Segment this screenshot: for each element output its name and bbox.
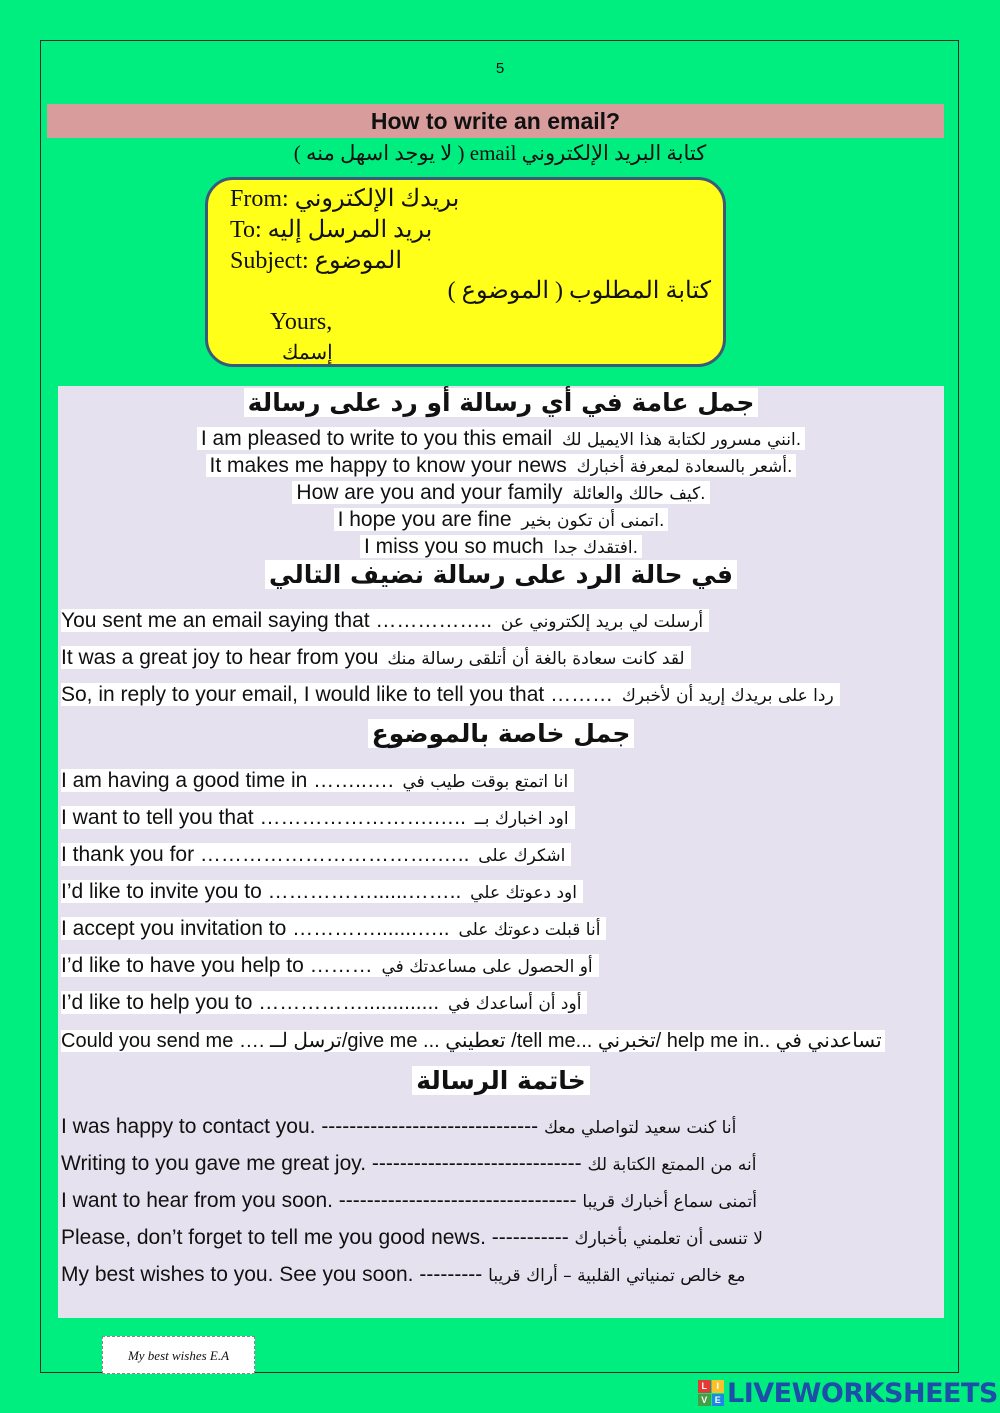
general-line: I am pleased to write to you this email انني مسرور لكتابة هذا الايميل لك. <box>58 427 944 452</box>
template-to: To: بريد المرسل إليه <box>230 217 433 243</box>
logo-letter: V <box>698 1394 711 1407</box>
general-line: I miss you so much افتقدك جدا. <box>58 535 944 560</box>
liveworksheets-brand[interactable] <box>698 1378 998 1408</box>
closing-line: Writing to you gave me great joy. ------------------------------ أنه من الممتع الكتابة لك <box>61 1152 757 1175</box>
closing-heading: خاتمة الرسالة <box>58 1066 944 1095</box>
general-heading: جمل عامة في أي رسالة أو رد على رسالة <box>58 388 944 417</box>
closing-line: I was happy to contact you. ------------------------------- أنا كنت سعيد لتواصلي معك <box>61 1115 737 1138</box>
template-subject: Subject: الموضوع <box>230 248 403 274</box>
topic-line: I thank you for …………………………….….. اشكرك على <box>61 842 571 869</box>
topic-line: I want to tell you that …………………….….. اود اخبارك بــ <box>61 805 575 832</box>
page-subtitle: كتابة البريد الإلكتروني email ( لا يوجد اسهل منه ) <box>293 141 707 165</box>
topic-line: I am having a good time in ……..…. انا اتمتع بوقت طيب في <box>61 768 574 795</box>
closing-line: My best wishes to you. See you soon. --------- مع خالص تمنياتي القلبية – أراك قريبا <box>61 1263 746 1286</box>
email-template-box <box>205 177 726 367</box>
topic-line: I’d like to help you to ……………............. أود أن أساعدك في <box>61 990 587 1017</box>
topic-heading: جمل خاصة بالموضوع <box>58 719 944 748</box>
template-yours: Yours, <box>270 309 333 335</box>
reply-line: It was a great joy to hear from you لقد كانت سعادة بالغة أن أتلقى رسالة منك <box>61 645 691 672</box>
template-name: إسمك <box>282 342 333 364</box>
topic-line: I’d like to have you help to ……… أو الحصول على مساعدتك في <box>61 953 599 980</box>
logo-letter: E <box>712 1394 725 1407</box>
liveworksheets-logo-icon <box>698 1380 724 1406</box>
phrases-panel <box>58 386 944 1318</box>
reply-heading: في حالة الرد على رسالة نضيف التالي <box>58 560 944 589</box>
topic-line: Could you send me …. ترسل لــ/give me ... تعطيني /tell me... تخبرني/ help me in.. تساعدني في <box>61 1028 885 1054</box>
template-body: كتابة المطلوب ( الموضوع ) <box>447 278 711 304</box>
page-title: How to write an email? <box>47 104 944 138</box>
brand-name: LIVEWORKSHEETS <box>727 1377 998 1409</box>
reply-line: So, in reply to your email, I would like to tell you that ……… ردا على بريدك إريد أن لأخبرك <box>61 682 840 709</box>
template-from: From: بريدك الإلكتروني <box>230 186 460 212</box>
logo-letter: L <box>698 1380 711 1393</box>
closing-line: Please, don’t forget to tell me you good news. ----------- لا تنسى أن تعلمني بأخبارك <box>61 1226 763 1249</box>
page-number: 5 <box>495 60 505 77</box>
signature-image: My best wishes E.A <box>102 1336 255 1374</box>
logo-letter: I <box>712 1380 725 1393</box>
closing-line: I want to hear from you soon. ---------------------------------- أتمنى سماع أخبارك قريبا <box>61 1189 757 1212</box>
reply-line: You sent me an email saying that …………….. أرسلت لي بريد إلكتروني عن <box>61 608 709 635</box>
general-line: I hope you are fine اتمنى أن تكون بخير. <box>58 508 944 533</box>
topic-line: I’d like to invite you to ……………......…….. اود دعوتك علي <box>61 879 583 906</box>
general-line: It makes me happy to know your news أشعر بالسعادة لمعرفة أخبارك. <box>58 454 944 479</box>
topic-line: I accept you invitation to ………….......….. أنا قبلت دعوتك على <box>61 916 606 943</box>
general-line: How are you and your family كيف حالك والعائلة. <box>58 481 944 506</box>
